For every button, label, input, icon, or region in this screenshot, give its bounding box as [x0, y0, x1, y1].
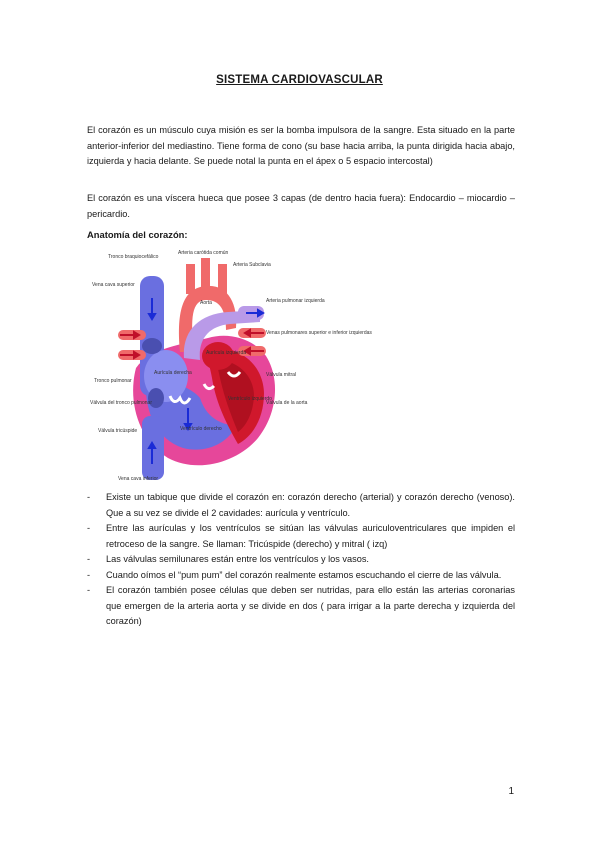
label-venas-pulmonares: Venas pulmonares superior e inferior izquierdas: [266, 330, 372, 336]
list-item: [87, 490, 515, 521]
bullet-marker: -: [87, 569, 91, 580]
label-arteria-carotida: Arteria carótida común: [178, 250, 229, 256]
carotid-artery: [201, 258, 210, 288]
page-title: SISTEMA CARDIOVASCULAR: [216, 74, 383, 86]
label-valvula-aorta: Válvula de la aorta: [266, 400, 308, 406]
subclavian-artery: [218, 264, 227, 294]
list-item: [87, 552, 515, 568]
vena-cava-opening: [142, 338, 162, 354]
bullet-marker: -: [87, 523, 91, 533]
label-auricula-izquierda: Aurícula izquierda: [206, 350, 247, 356]
list-item-text: Entre las aurículas y los ventrículos se sitúan las válvulas auriculoventriculares que impiden el retroceso de la sangre. Se llaman: Tricúspide (derecho) y mitral ( izq): [106, 523, 515, 549]
bullet-marker: -: [87, 492, 91, 502]
section-heading: Anatomía del corazón:: [87, 229, 188, 240]
brachiocephalic-trunk: [186, 264, 195, 294]
layers-paragraph: El corazón es una víscera hueca que posee 3 capas (de dentro hacia fuera): Endocardio – miocardio – pericardio.: [87, 193, 515, 219]
label-vena-cava-inferior: Vena cava inferior: [118, 476, 159, 482]
list-item-text: Las válvulas semilunares están entre los ventrículos y los vasos.: [106, 554, 369, 564]
label-auricula-derecha: Aurícula derecha: [154, 370, 192, 376]
label-valvula-tronco-pulmonar: Válvula del tronco pulmonar: [90, 400, 152, 406]
list-item-text: Cuando oímos el “pum pum” del corazón realmente estamos escuchando el cierre de las válvula.: [106, 569, 502, 580]
label-aorta: Aorta: [200, 300, 212, 306]
list-item: [87, 583, 515, 630]
label-tronco-braquiocefalico: Tronco braquiocefálico: [108, 254, 159, 260]
label-arteria-subclavia: Arteria Subclavia: [233, 262, 271, 268]
page-number: 1: [508, 786, 514, 797]
label-ventriculo-derecho: Ventrículo derecho: [180, 426, 222, 432]
label-ventriculo-izquierdo: Ventrículo izquierdo: [228, 396, 272, 402]
bullet-marker: -: [87, 554, 91, 564]
list-item-text: El corazón también posee células que deben ser nutridas, para ello están las arterias coronarias que emergen de la arteria aorta y se divide en dos ( para irrigar a la parte derecha y izquierda del corazón): [106, 585, 515, 626]
label-vena-cava-superior: Vena cava superior: [92, 282, 135, 288]
list-item: [87, 521, 515, 552]
label-valvula-tricuspide: Válvula tricúspide: [98, 428, 138, 434]
label-tronco-pulmonar: Tronco pulmonar: [94, 378, 132, 384]
bullet-marker: -: [87, 585, 91, 595]
intro-paragraph: El corazón es un músculo cuya misión es ser la bomba impulsora de la sangre. Esta situado en la parte anterior-inferior del mediastino. Tiene forma de cono (su base hacia arriba, la punta dirigida hacia abajo, izquierda y hacia delante. Se puede notal la punta en el ápex o 5 espacio intercostal): [87, 125, 515, 166]
label-arteria-pulmonar: Arteria pulmonar izquierda: [266, 298, 325, 304]
bullet-list: [87, 490, 515, 630]
list-item-text: Existe un tabique que divide el corazón en: corazón derecho (arterial) y corazón derecho (venoso). Que a su vez se divide el 2 cavidades: aurícula y ventrículo.: [106, 492, 515, 518]
heart-anatomy-diagram: [88, 248, 372, 484]
list-item: [87, 568, 515, 584]
left-atrium: [202, 342, 234, 370]
label-valvula-mitral: Válvula mitral: [266, 372, 297, 378]
